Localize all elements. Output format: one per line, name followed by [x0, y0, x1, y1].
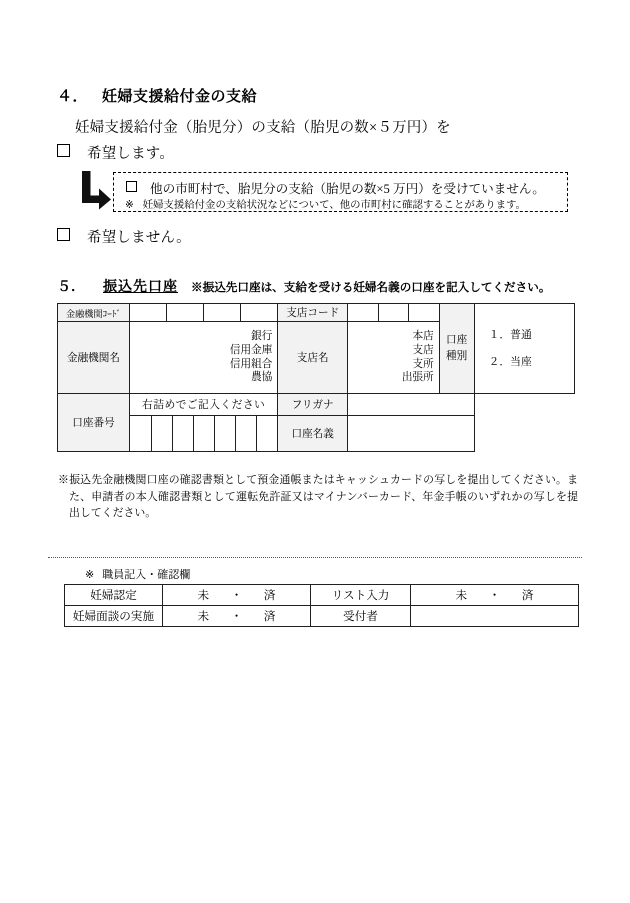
label-branch-name: 支店名 — [278, 322, 348, 394]
sub-declaration-check[interactable] — [126, 178, 545, 197]
account-name-input[interactable] — [348, 416, 474, 452]
bank-name-input[interactable] — [129, 322, 277, 394]
label-account-name: 口座名義 — [278, 416, 348, 452]
bank-code-cell-4[interactable] — [241, 304, 278, 322]
account-digit-5[interactable] — [214, 416, 235, 451]
staff-confirmation-table — [64, 584, 579, 627]
branch-code-cell-3[interactable] — [409, 304, 440, 322]
table-row — [65, 585, 579, 606]
bank-code-cell-3[interactable] — [204, 304, 241, 322]
label-bank-name: 金融機関名 — [58, 322, 130, 394]
sub-declaration-label: 他の市町村で、胎児分の支給（胎児の数×5 万円）を受けていません。 — [150, 182, 545, 196]
staff-row1-status2[interactable]: 未 ・ 済 — [411, 585, 579, 606]
checkbox-icon[interactable] — [57, 144, 70, 157]
option-wish-yes[interactable] — [57, 142, 174, 163]
section4-number: ４． — [57, 89, 89, 105]
furigana-input[interactable] — [348, 394, 474, 416]
sub-declaration-note — [125, 196, 526, 211]
staff-row2-label: 妊婦面談の実施 — [65, 606, 163, 627]
bank-account-table — [57, 303, 575, 452]
section4-lead-text: 妊婦支援給付金（胎児分）の支給（胎児の数×５万円）を — [75, 120, 451, 136]
bank-type-1[interactable]: 銀行 — [251, 330, 273, 342]
section4-heading: 妊婦支援給付金の支給 — [102, 89, 258, 105]
branch-code-cell-1[interactable] — [348, 304, 379, 322]
option-wish-yes-label: 希望します。 — [87, 146, 175, 162]
branch-name-input[interactable] — [348, 322, 440, 394]
account-digit-4[interactable] — [193, 416, 214, 451]
branch-type-1[interactable]: 本店 — [412, 330, 434, 342]
option-wish-no[interactable] — [57, 226, 191, 247]
branch-type-4[interactable]: 出張所 — [401, 372, 434, 384]
account-digit-7[interactable] — [256, 416, 277, 451]
section5-number: ５． — [57, 280, 85, 295]
table-row — [58, 394, 575, 416]
label-account-type — [439, 304, 474, 394]
section5-heading: 振込先口座 — [103, 280, 178, 295]
account-number-hint: 右詰めでご記入ください — [129, 394, 277, 416]
account-type-label-2: 種別 — [446, 350, 468, 362]
kome-mark-icon: ※ — [85, 569, 95, 581]
bank-type-2[interactable]: 信用金庫 — [229, 344, 273, 356]
staff-row1-status[interactable]: 未 ・ 済 — [163, 585, 311, 606]
section5-note: ※振込先口座は、支給を受ける妊婦名義の口座を記入してください。 — [191, 281, 551, 294]
sub-declaration-box — [113, 172, 568, 212]
table-row — [65, 606, 579, 627]
dotted-separator — [48, 557, 582, 558]
account-type-option-2[interactable]: ２．当座 — [488, 355, 532, 368]
staff-row2-status[interactable]: 未 ・ 済 — [163, 606, 311, 627]
bank-table-note-text: ※振込先金融機関口座の確認書類として預金通帳またはキャッシュカードの写しを提出してください。また、申請者の本人確認書類として運転免許証又はマイナンバーカード、年金手帳のいずれかの写しを提出してください。 — [58, 474, 578, 520]
account-number-cells[interactable] — [129, 416, 277, 452]
account-type-options[interactable] — [474, 304, 574, 394]
label-furigana: フリガナ — [278, 394, 348, 416]
sub-declaration-note-text: 妊婦支援給付金の支給状況などについて、他の市町村に確認することがあります。 — [142, 200, 526, 211]
staff-row1-label: 妊婦認定 — [65, 585, 163, 606]
staff-row2-label2: 受付者 — [311, 606, 411, 627]
table-row — [58, 416, 575, 452]
option-wish-no-label: 希望しません。 — [87, 230, 191, 246]
checkbox-icon[interactable] — [57, 228, 70, 241]
account-digit-3[interactable] — [172, 416, 193, 451]
account-type-option-1[interactable]: １．普通 — [488, 329, 532, 342]
branch-type-3[interactable]: 支所 — [412, 358, 434, 370]
section5-title — [57, 276, 550, 296]
label-bank-code: 金融機関ｺｰﾄﾞ — [58, 304, 130, 322]
staff-row1-label2: リスト入力 — [311, 585, 411, 606]
staff-section-label — [85, 566, 190, 582]
branch-type-2[interactable]: 支店 — [412, 344, 434, 356]
bank-code-cell-1[interactable] — [129, 304, 166, 322]
staff-row2-value[interactable] — [411, 606, 579, 627]
table-row — [58, 304, 575, 322]
bank-code-cell-2[interactable] — [167, 304, 204, 322]
label-account-number: 口座番号 — [58, 394, 130, 452]
kome-mark-icon: ※ — [125, 200, 134, 211]
account-digit-1[interactable] — [130, 416, 151, 451]
checkbox-icon[interactable] — [126, 181, 137, 192]
bank-type-4[interactable]: 農協 — [251, 372, 273, 384]
label-branch-code: 支店コード — [278, 304, 348, 322]
staff-section-label-text: 職員記入・確認欄 — [102, 569, 191, 581]
account-digit-6[interactable] — [235, 416, 256, 451]
bank-type-3[interactable]: 信用組合 — [229, 358, 273, 370]
account-digit-2[interactable] — [151, 416, 172, 451]
hooked-arrow-icon — [78, 170, 112, 210]
account-type-label-1: 口座 — [446, 334, 468, 346]
branch-code-cell-2[interactable] — [378, 304, 409, 322]
section4-title — [57, 85, 257, 106]
bank-table-note — [58, 472, 578, 522]
